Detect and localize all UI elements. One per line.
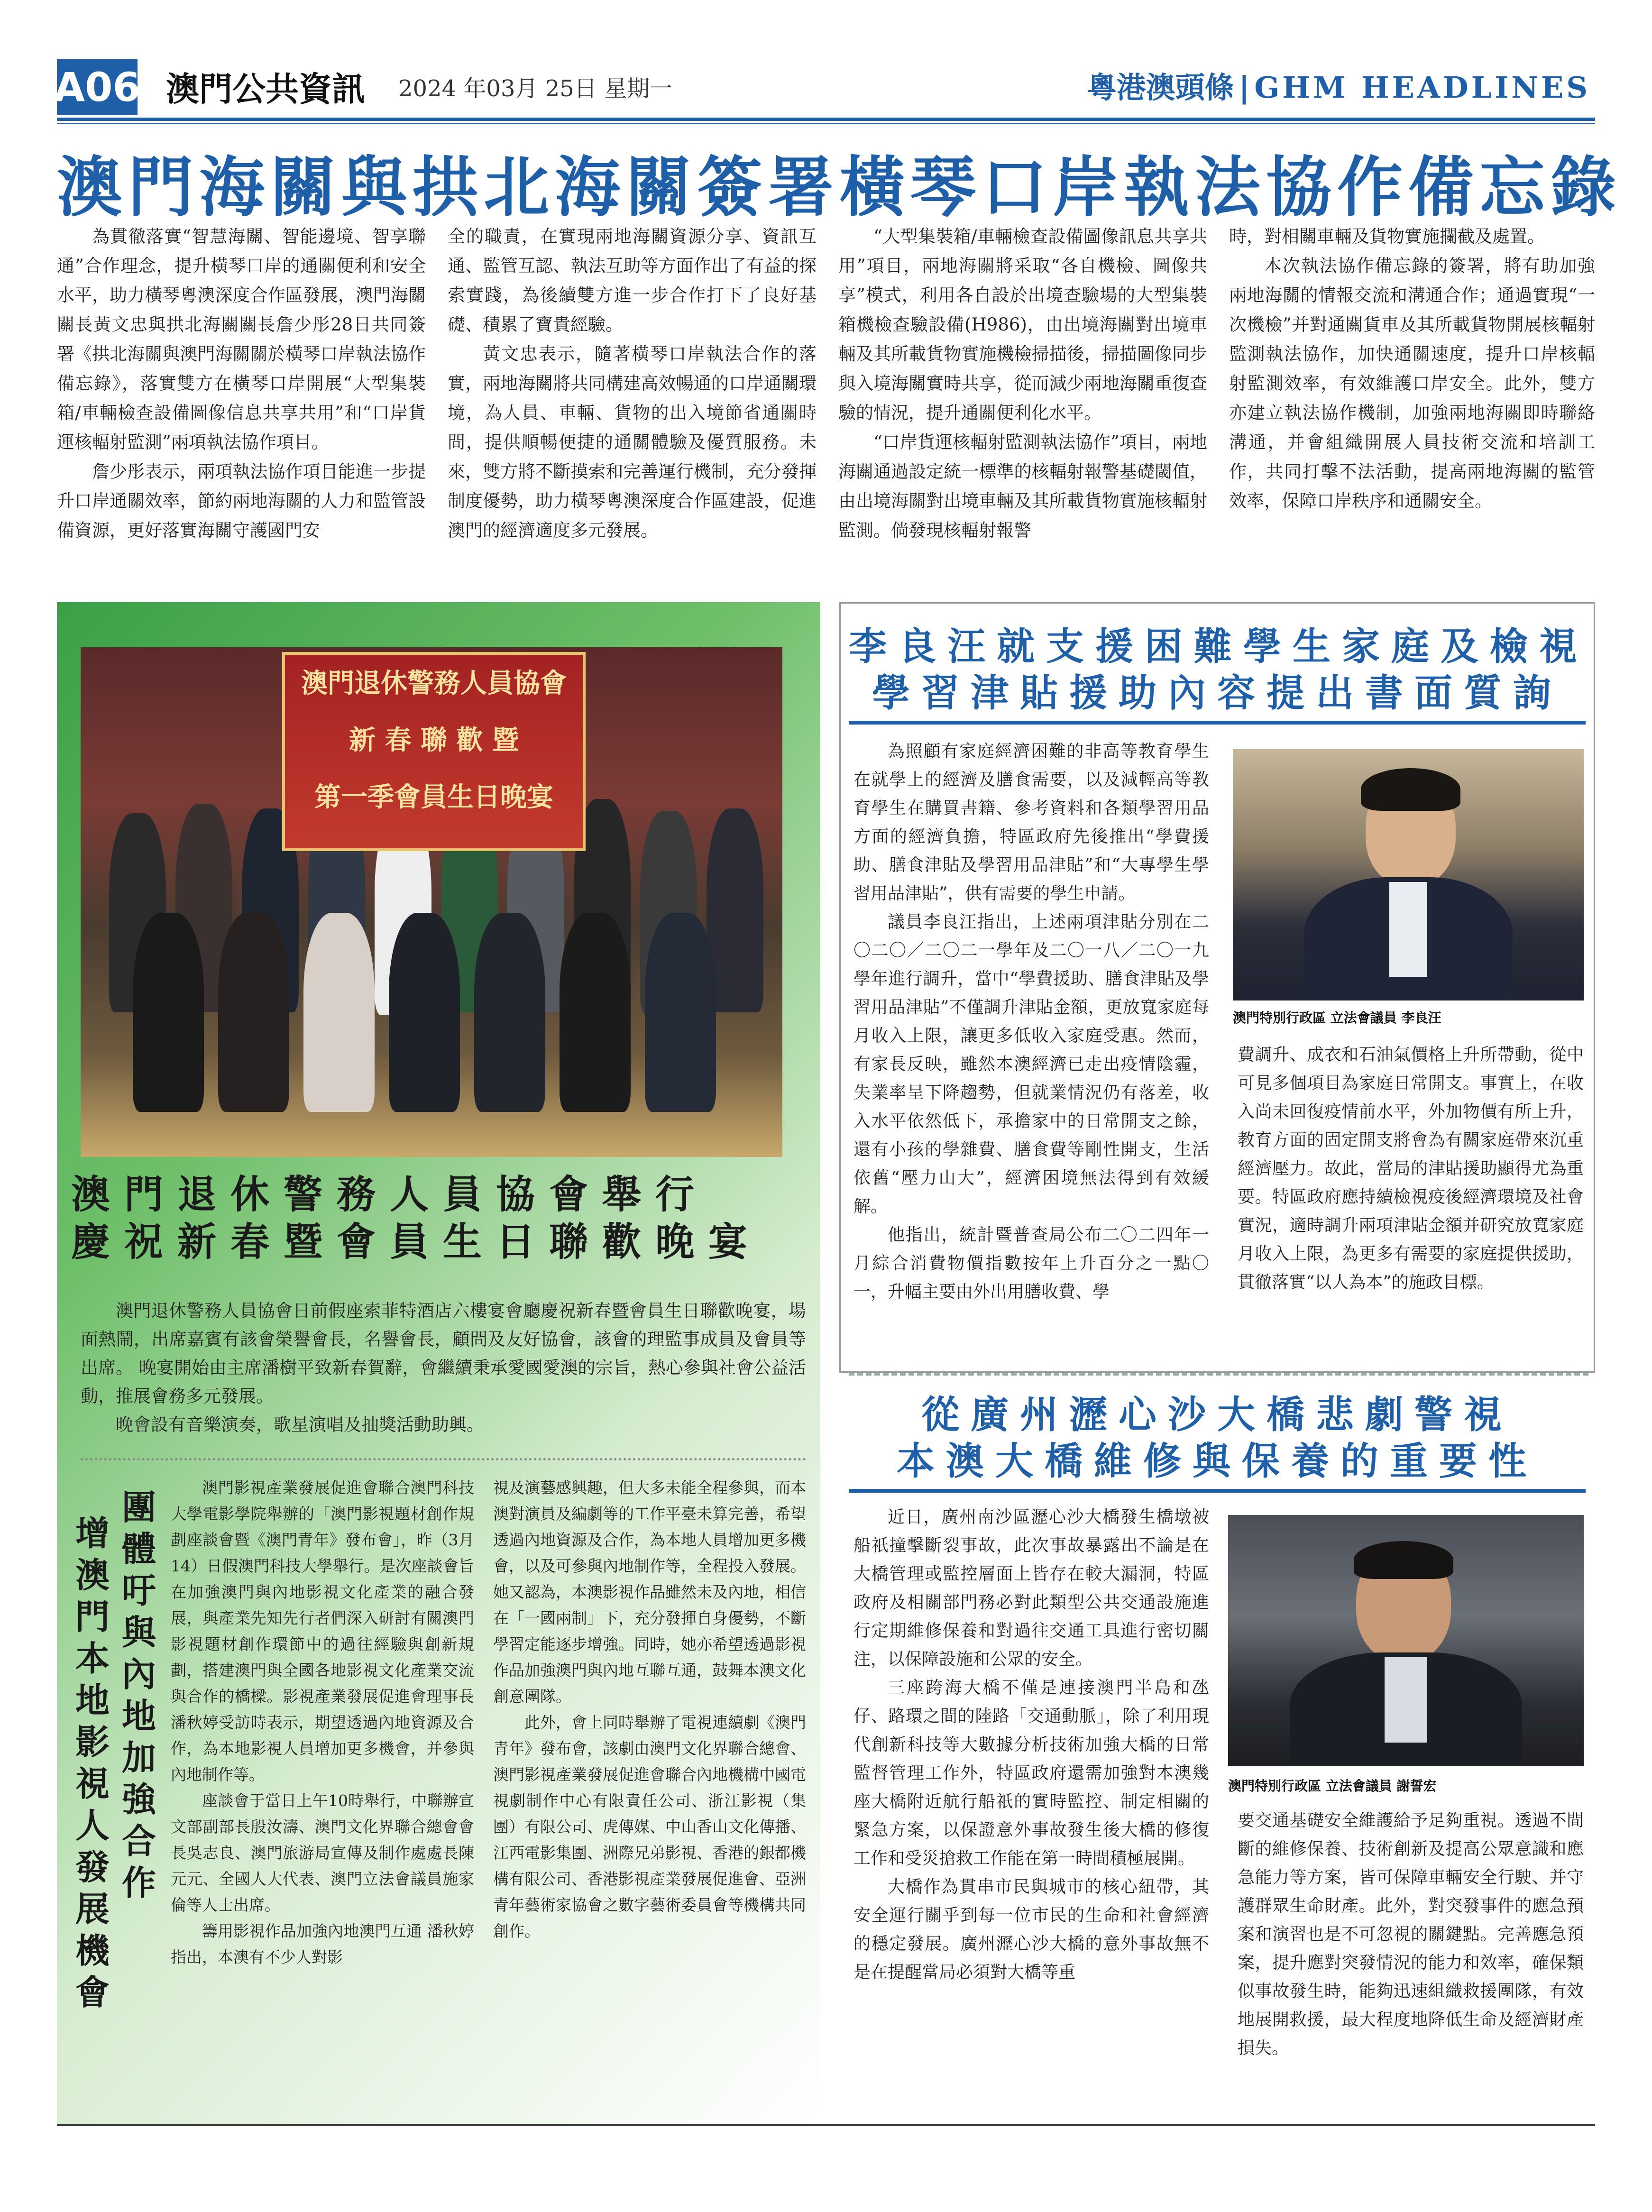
film-column-2 <box>493 1475 806 1944</box>
lee-paragraph: 議員李良汪指出，上述兩項津貼分別在二〇二〇／二〇二一學年及二〇一八／二〇一九學年進行調升，當中“學費援助、膳食津貼及學習用品津貼”不僅調升津貼金額，更放寬家庭每月收入上限，讓更多低收入家庭受惠。然而，有家長反映，雖然本澳經濟已走出疫情陰霾，失業率呈下降趨勢，但就業情況仍有落差，收入水平依然低下，承擔家中的日常開支之餘，還有小孩的學雜費、膳食費等剛性開支，生活依舊“壓力山大”，經濟困境無法得到有效緩解。 <box>854 912 1209 1216</box>
bridge-paragraph: 要交通基礎安全維護給予足夠重視。透過不間斷的維修保養、技術創新及提高公眾意識和應急能力等方案，皆可保障車輛安全行駛、并守護群眾生命財產。此外，對突發事件的應急預案和演習也是不可忽視的關鍵點。完善應急預案，提升應對突發情況的能力和效率，確保類似事故發生時，能夠迅速組織救援團隊，有效地展開救援，最大程度地降低生命及經濟財產損失。 <box>1238 1811 1584 2058</box>
headline-line: 本澳大橋維修與保養的重要性 <box>897 1439 1538 1483</box>
lead-paragraph: 全的職責，在實現兩地海關資源分享、資訊互通、監管互認、執法互助等方面作出了有益的探索實踐，為後續雙方進一步合作打下了良好基礎、積累了寶貴經驗。 <box>448 226 817 335</box>
lead-column-4 <box>1229 222 1595 516</box>
lead-headline: 澳門海關與拱北海關簽署橫琴口岸執法協作備忘錄 <box>57 149 1622 226</box>
lee-column-1 <box>854 737 1209 1306</box>
headline-line: 李良汪就支援困難學生家庭及檢視 <box>849 624 1588 669</box>
bridge-paragraph: 近日，廣州南沙區瀝心沙大橋發生橋墩被船祇撞擊斷裂事故，此次事故暴露出不論是在大橋管理或監控層面上皆存在較大漏洞，特區政府及相關部門務必對此類型公共交通設施進行定期維修保養和對過往交通工具進行密切關注，以保障設施和公眾的安全。 <box>854 1507 1209 1669</box>
banner-text: 澳門退休警務人員協會 <box>301 668 567 699</box>
police-paragraph: 澳門退休警務人員協會日前假座索菲特酒店六樓宴會廳慶祝新春暨會員生日聯歡晚宴，場面熱鬧，出席嘉賓有該會榮譽會長，名譽會長，顧問及友好協會，該會的理監事成員及會員等出席。 晚宴開始由主席潘樹平致新春賀辭，會繼續秉承愛國愛澳的宗旨，熱心參與社會公益活動，推展會務多元發展。 <box>81 1301 806 1406</box>
headline-line: 澳門退休警務人員協會舉行 <box>71 1172 709 1217</box>
issue-date: 2024 年03月 25日 星期一 <box>398 75 673 102</box>
lee-headline-rule <box>849 721 1586 725</box>
header-rule <box>57 118 1595 121</box>
lead-paragraph: “口岸貨運核輻射監測執法協作”項目，兩地海關通過設定統一標準的核輻射報警基礎閾值，由出境海關對出境車輛及其所載貨物實施核輻射監測。倘發現核輻射報警 <box>838 432 1207 541</box>
bridge-headline-rule <box>849 1489 1586 1493</box>
section-header <box>1087 64 1590 106</box>
lead-paragraph: 為貫徹落實“智慧海關、智能邊境、智享聯通”合作理念，提升橫琴口岸的通關便利和安全水平，助力橫琴粵澳深度合作區發展，澳門海關關長黃文忠與拱北海關關長詹少彤28日共同簽署《拱北海關與澳門海關關於橫琴口岸執法協作備忘錄》，落實雙方在橫琴口岸開展“大型集裝箱/車輛檢查設備圖像信息共享共用”和“口岸貨運核輻射監測”兩項執法協作項目。 <box>57 226 426 452</box>
section-separator: | <box>1239 70 1250 105</box>
film-paragraph: 籌用影視作品加強內地澳門互通 潘秋婷指出，本澳有不少人對影 <box>171 1922 474 1966</box>
lead-paragraph: 時，對相關車輛及貨物實施攔截及處置。 <box>1229 226 1545 247</box>
bridge-column-1 <box>854 1503 1209 1987</box>
film-paragraph: 視及演藝感興趣，但大多未能全程參與，而本澳對演員及編劇等的工作平臺未算完善，希望透過內地資源及合作，為本地人員增加更多機會，以及可參與內地制作等，全程投入發展。她又認為，本澳影視作品雖然未及內地，相信在「一國兩制」下，充分發揮自身優勢，不斷學習定能逐步增強。同時，她亦希望透過影視作品加強澳門與內地互聯互通，鼓舞本澳文化創意團隊。 <box>493 1478 806 1706</box>
lead-column-1 <box>57 222 426 545</box>
headline-line: 慶祝新春暨會員生日聯歡晚宴 <box>71 1220 762 1265</box>
lead-paragraph: 詹少彤表示，兩項執法協作項目能進一步提升口岸通關效率，節約兩地海關的人力和監管設備資源，更好落實海關守護國門安 <box>57 461 426 541</box>
lee-paragraph: 費調升、成衣和石油氣價格上升所帶動，從中可見多個項目為家庭日常開支。事實上，在收入尚未回復疫情前水平，外加物價有所上升，教育方面的固定開支將會為有關家庭帶來沉重經濟壓力。故此，當局的津貼援助顯得尤為重要。特區政府應持續檢視疫後經濟環境及社會實況，適時調升兩項津貼金額并研究放寬家庭月收入上限，為更多有需要的家庭提供援助，貫徹落實“以人為本”的施政目標。 <box>1238 1045 1584 1292</box>
lee-headline <box>849 624 1586 716</box>
lead-column-2 <box>448 222 817 545</box>
banner-text: 新 春 聯 歡 暨 <box>349 725 519 756</box>
dashed-divider <box>849 1373 1588 1376</box>
bridge-headline <box>849 1392 1586 1485</box>
police-paragraph: 晚會設有音樂演奏，歌星演唱及抽獎活動助興。 <box>116 1414 484 1435</box>
section-name-en: GHM HEADLINES <box>1254 70 1590 105</box>
header-rule-thin <box>57 123 1595 124</box>
event-banner <box>282 652 586 851</box>
dotted-divider <box>81 1458 806 1460</box>
lee-paragraph: 為照顧有家庭經濟困難的非高等教育學生在就學上的經濟及膳食需要，以及減輕高等教育學生在購買書籍、參考資料和各類學習用品方面的經濟負擔，特區政府先後推出“學費援助、膳食津貼及學習用品津貼”和“大專學生學習用品津貼”，供有需要的學生申請。 <box>854 742 1209 903</box>
bridge-paragraph: 三座跨海大橋不僅是連接澳門半島和氹仔、路環之間的陸路「交通動脈」，除了利用現代創新科技等大數據分析技術加強大橋的日常監督管理工作外，特區政府還需加強對本澳幾座大橋附近航行船祇的實時監控、制定相關的緊急方案，以保證意外事故發生後大橋的修復工作和受災搶救工作能在第一時間積極展開。 <box>854 1678 1209 1868</box>
page-number-badge: A06 <box>57 59 138 115</box>
lead-paragraph: “大型集裝箱/車輛檢查設備圖像訊息共享共用”項目，兩地海關將采取“各自機檢、圖像共享”模式，利用各自設於出境查驗場的大型集裝箱機檢查驗設備(H986)，由出境海關對出境車輛及其所載貨物實施機檢掃描後，掃描圖像同步與入境海關實時共享，從而減少兩地海關重復查驗的情況，提升通關便利化水平。 <box>838 226 1207 423</box>
tse-photo-caption: 澳門特別行政區 立法會議員 謝誓宏 <box>1228 1778 1437 1794</box>
section-name-cn: 粵港澳頭條 <box>1087 70 1234 105</box>
police-headline <box>71 1171 811 1266</box>
film-column-1 <box>171 1475 474 1970</box>
bridge-column-2 <box>1238 1807 1584 2063</box>
lee-portrait-photo <box>1233 749 1584 1000</box>
police-body <box>81 1297 806 1439</box>
lead-paragraph: 本次執法協作備忘錄的簽署，將有助加強兩地海關的情報交流和溝通合作；通過實現“一次機檢”并對通關貨車及其所載貨物開展核輻射監測執法協作，加快通關速度，提升口岸核輻射監測效率，有效維護口岸安全。此外，雙方亦建立執法協作機制，加強兩地海關即時聯絡溝通，并會組織開展人員技術交流和培訓工作，共同打擊不法活動，提高兩地海關的監管效率，保障口岸秩序和通關安全。 <box>1229 256 1595 511</box>
film-paragraph: 此外，會上同時舉辦了電視連續劇《澳門青年》發布會，該劇由澳門文化界聯合總會、澳門影視產業發展促進會聯合內地機構中國電視劇制作中心有限責任公司、浙江影視（集團）有限公司、虎傳媒、中山香山文化傳播、江西電影集團、洲際兄弟影視、香港的銀都機構有限公司、香港影視產業發展促進會、亞洲青年藝術家協會之數字藝術委員會等機構共同創作。 <box>493 1713 806 1940</box>
film-headline-vertical: 增澳門本地影視人發展機會 <box>75 1514 110 2012</box>
headline-line: 學習津貼援助內容提出書面質詢 <box>872 671 1562 715</box>
banner-text: 第一季會員生日晚宴 <box>314 781 553 813</box>
film-paragraph: 澳門影視產業發展促進會聯合澳門科技大學電影學院舉辦的「澳門影視題材創作規劃座談會暨《澳門青年》發布會」，昨（3月14）日假澳門科技大學舉行。是次座談會旨在加強澳門與內地影視文化產業的融合發展，與產業先知先行者們深入研討有關澳門影視題材創作環節中的過往經驗與創新規劃，搭建澳門與全國各地影視文化產業交流與合作的橋樑。影視產業發展促進會理事長潘秋婷受訪時表示，期望透過內地資源及合作，為本地影視人員增加更多機會，并參與內地制作等。 <box>171 1478 474 1784</box>
footer-rule <box>57 2124 1595 2126</box>
tse-portrait-photo <box>1228 1515 1584 1766</box>
lead-paragraph: 黃文忠表示，隨著橫琴口岸執法合作的落實，兩地海關將共同構建高效暢通的口岸通關環境，為人員、車輛、貨物的出入境節省通關時間，提供順暢便捷的通關體驗及優質服務。未來，雙方將不斷摸索和完善運行機制，充分發揮制度優勢，助力橫琴粵澳深度合作區建設，促進澳門的經濟適度多元發展。 <box>448 344 817 541</box>
lee-photo-caption: 澳門特別行政區 立法會議員 李良汪 <box>1233 1010 1441 1026</box>
film-subheadline-vertical: 團體吁與內地加強合作 <box>121 1487 156 1903</box>
bridge-paragraph: 大橋作為貫串市民與城市的核心紐帶，其安全運行關乎到每一位市民的生命和社會經濟的穩定發展。廣州瀝心沙大橋的意外事故無不是在提醒當局必須對大橋等重 <box>854 1877 1209 1982</box>
film-paragraph: 座談會于當日上午10時舉行，中聯辦宣文部副部長殷汝濤、澳門文化界聯合總會會長吳志良、澳門旅游局宣傳及制作處處長陳元元、全國人大代表、澳門立法會議員施家倫等人士出席。 <box>171 1791 474 1914</box>
publication-name: 澳門公共資訊 <box>166 70 365 109</box>
lee-paragraph: 他指出，統計暨普查局公布二〇二四年一月綜合消費物價指數按年上升百分之一點〇一，升幅主要由外出用膳收費、學 <box>854 1225 1209 1302</box>
lead-column-3 <box>838 222 1207 545</box>
headline-line: 從廣州瀝心沙大橋悲劇警視 <box>921 1393 1513 1437</box>
lee-column-2 <box>1238 1041 1584 1297</box>
